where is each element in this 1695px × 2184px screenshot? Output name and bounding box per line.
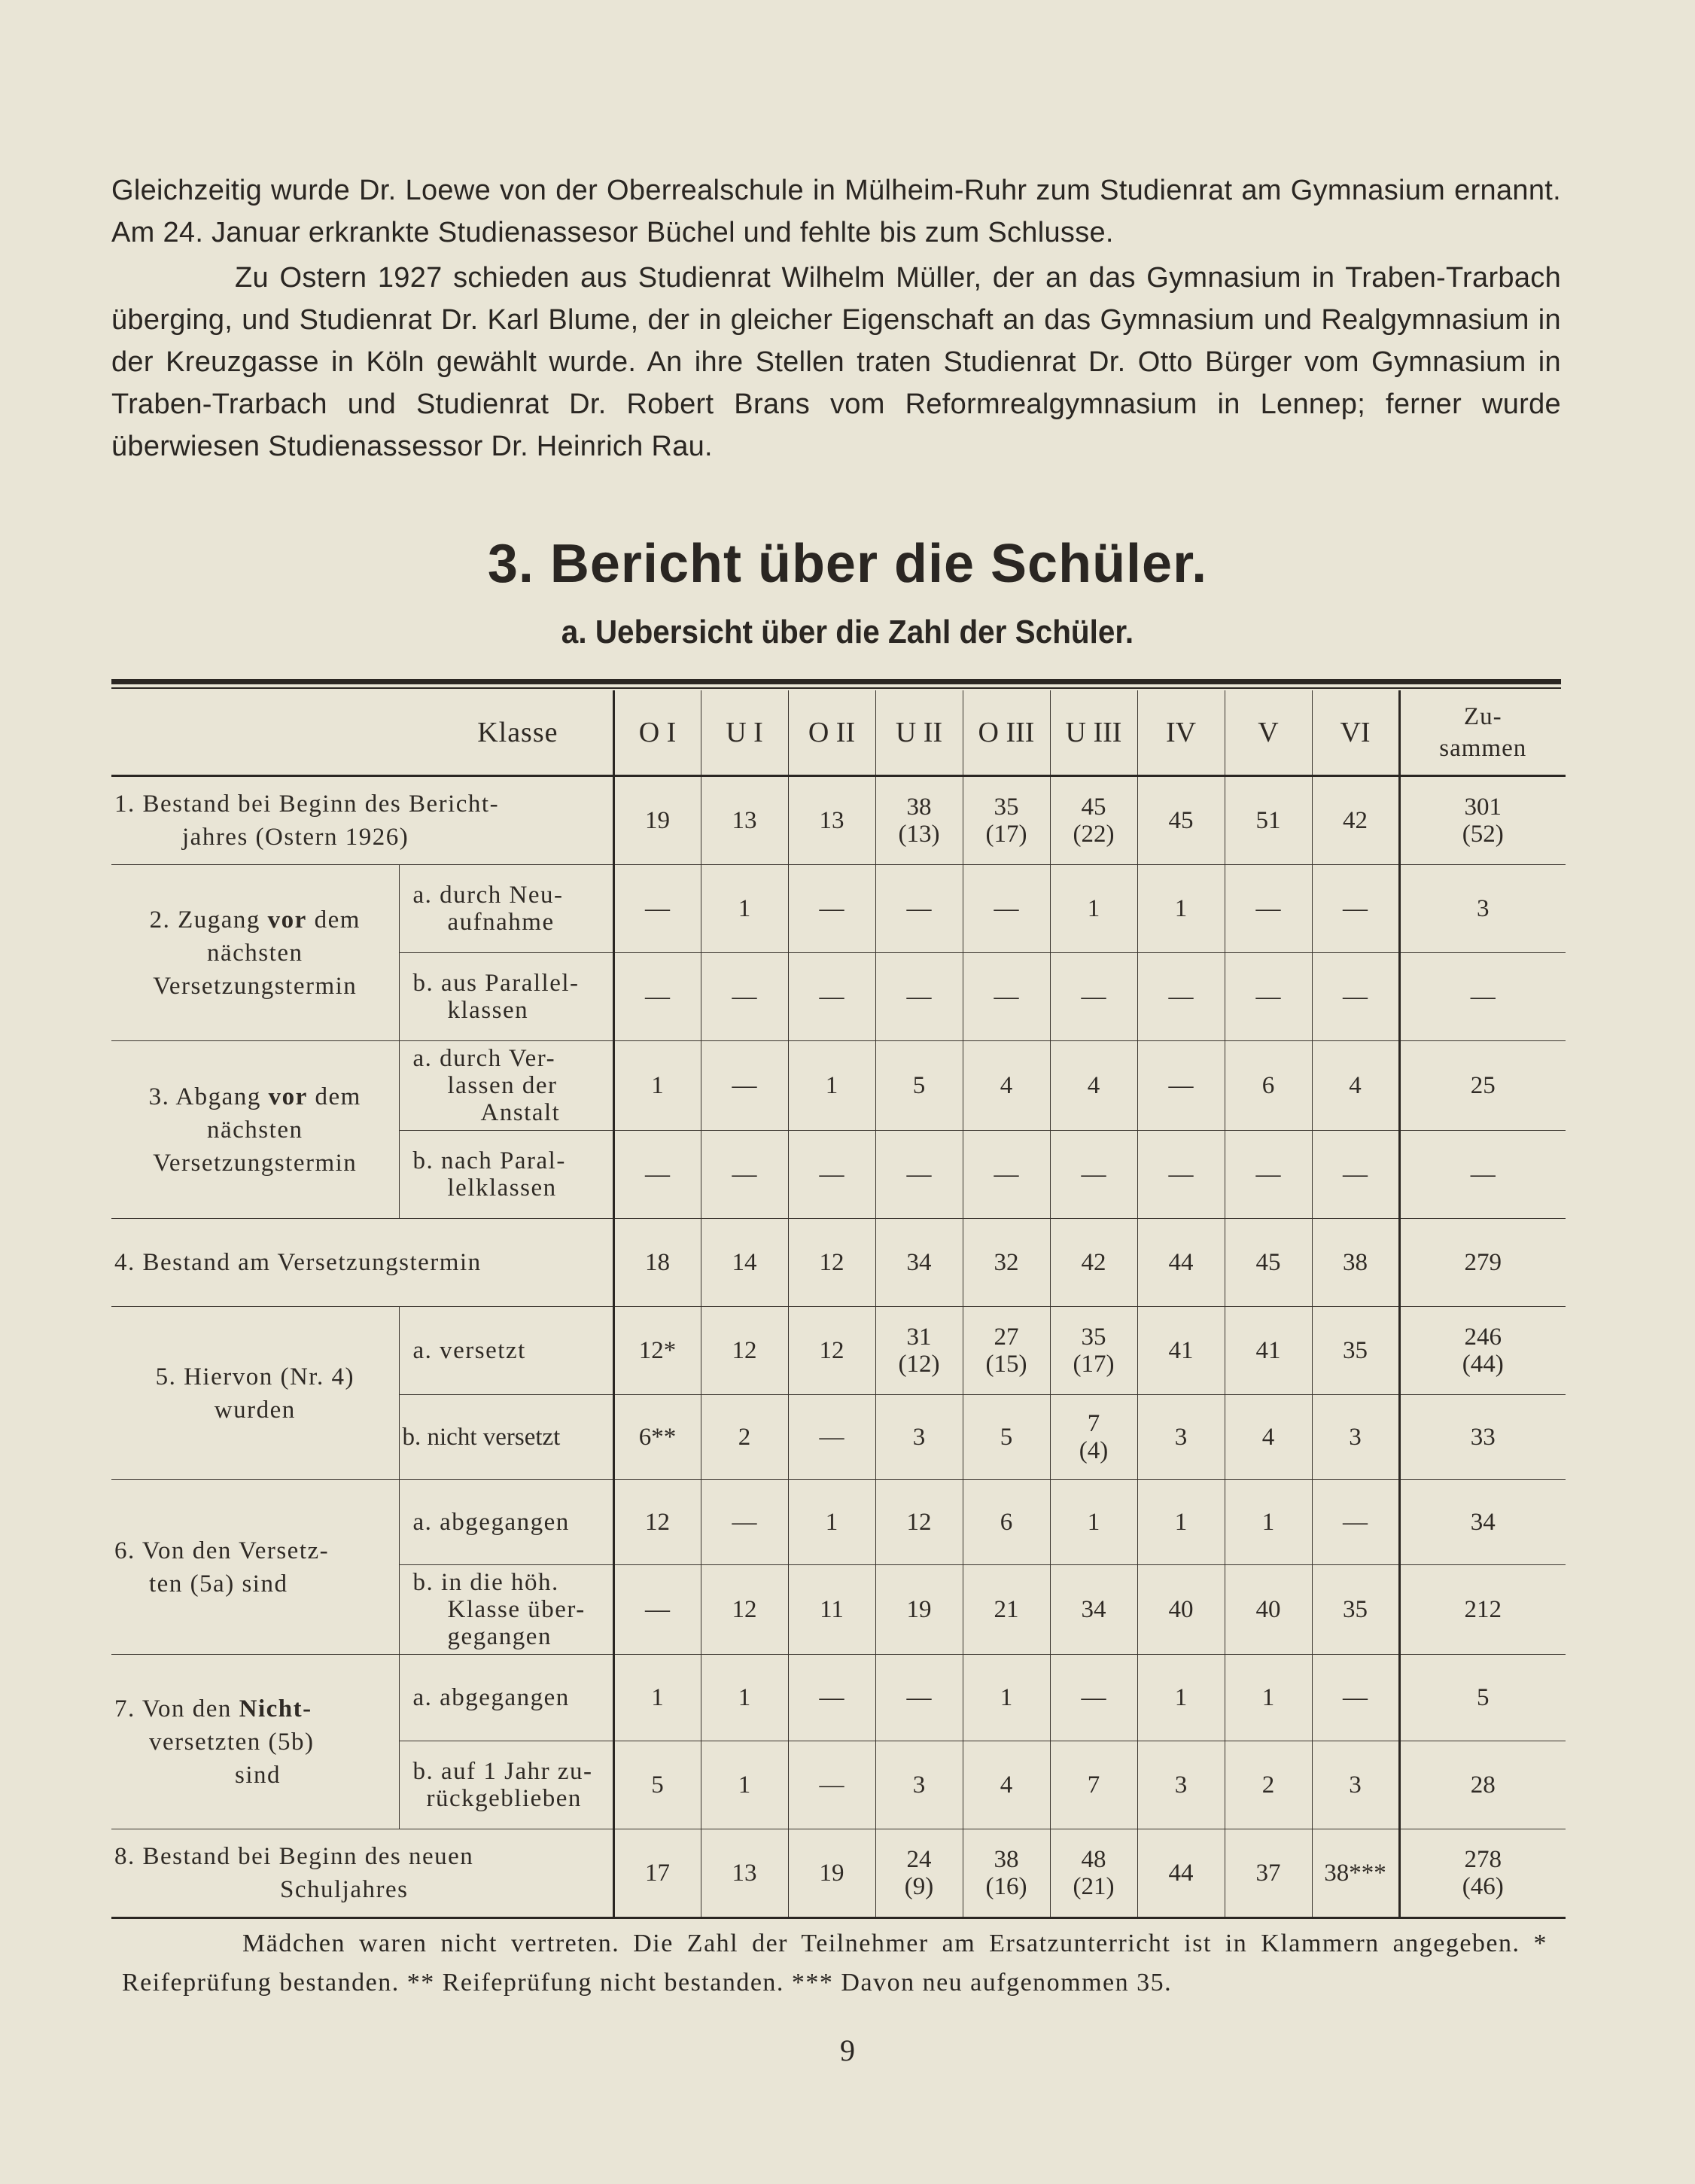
cell: — xyxy=(1050,1655,1137,1741)
header-col: O II xyxy=(788,690,875,776)
cell: 44 xyxy=(1137,1829,1225,1918)
header-col: U II xyxy=(875,690,963,776)
cell: 44 xyxy=(1137,1219,1225,1307)
cell: 4 xyxy=(1225,1395,1312,1480)
cell: 19 xyxy=(875,1565,963,1655)
row-label-text: 5. Hiervon (Nr. 4) xyxy=(155,1363,355,1391)
row-label-3 xyxy=(111,1041,399,1219)
cell: 45 xyxy=(1137,776,1225,865)
cell: — xyxy=(788,1131,875,1219)
cell: — xyxy=(613,865,701,953)
header-sum xyxy=(1399,690,1566,776)
sub-label: a. abgegangen xyxy=(399,1655,613,1741)
cell-sum: 278 (46) xyxy=(1399,1829,1566,1918)
page-number: 9 xyxy=(840,2033,855,2067)
cell: 13 xyxy=(701,1829,788,1918)
table-row xyxy=(111,1829,1566,1918)
cell: 38*** xyxy=(1312,1829,1399,1918)
cell: — xyxy=(1312,1480,1399,1565)
cell: 12 xyxy=(701,1307,788,1395)
cell: 1 xyxy=(788,1041,875,1131)
cell: 42 xyxy=(1050,1219,1137,1307)
cell: 17 xyxy=(613,1829,701,1918)
cell: — xyxy=(701,1480,788,1565)
table-row xyxy=(111,1480,1566,1565)
sub-label: b. nicht versetzt xyxy=(399,1395,613,1480)
cell-sum: 301 (52) xyxy=(1399,776,1566,865)
cell: 1 xyxy=(1137,1655,1225,1741)
cell: — xyxy=(1137,1041,1225,1131)
row-label-text: sind xyxy=(235,1761,281,1789)
cell: 37 xyxy=(1225,1829,1312,1918)
cell: — xyxy=(788,1741,875,1829)
cell: — xyxy=(1225,1131,1312,1219)
cell-sum: 25 xyxy=(1399,1041,1566,1131)
cell: 32 xyxy=(963,1219,1050,1307)
cell: — xyxy=(701,1131,788,1219)
cell: — xyxy=(1312,953,1399,1041)
cell: — xyxy=(1050,953,1137,1041)
cell: 3 xyxy=(1137,1741,1225,1829)
row-label-7 xyxy=(111,1655,399,1829)
header-col: O I xyxy=(613,690,701,776)
cell: — xyxy=(875,1655,963,1741)
header-sum-line2: sammen xyxy=(1439,735,1527,762)
cell: 4 xyxy=(1312,1041,1399,1131)
sub-label: a. durch Ver- lassen der Anstalt xyxy=(399,1041,613,1131)
cell: 42 xyxy=(1312,776,1399,865)
cell: 5 xyxy=(963,1395,1050,1480)
cell: 1 xyxy=(1050,1480,1137,1565)
cell: 5 xyxy=(613,1741,701,1829)
cell: 3 xyxy=(875,1395,963,1480)
cell: 40 xyxy=(1137,1565,1225,1655)
row-label-text: dem xyxy=(315,1083,361,1110)
header-col: U I xyxy=(701,690,788,776)
cell: 18 xyxy=(613,1219,701,1307)
cell: — xyxy=(613,1565,701,1655)
cell-sum: — xyxy=(1399,1131,1566,1219)
cell: 3 xyxy=(875,1741,963,1829)
cell: — xyxy=(1225,865,1312,953)
row-label-bold: vor xyxy=(267,906,307,934)
row-label-text: nächsten xyxy=(207,939,303,967)
pupil-statistics-table xyxy=(111,690,1566,1919)
cell: — xyxy=(701,1041,788,1131)
cell: 19 xyxy=(788,1829,875,1918)
cell: 40 xyxy=(1225,1565,1312,1655)
cell: 3 xyxy=(1312,1395,1399,1480)
sub-label: a. abgegangen xyxy=(399,1480,613,1565)
cell: 19 xyxy=(613,776,701,865)
cell: 41 xyxy=(1225,1307,1312,1395)
cell: 12 xyxy=(875,1480,963,1565)
row-label-text: 2. Zugang xyxy=(149,906,260,934)
cell: 2 xyxy=(701,1395,788,1480)
cell: 12 xyxy=(788,1219,875,1307)
cell: — xyxy=(1312,1655,1399,1741)
row-label-text: nächsten xyxy=(207,1116,303,1144)
cell-sum: 5 xyxy=(1399,1655,1566,1741)
row-label-text: Versetzungstermin xyxy=(153,1149,358,1177)
cell: 51 xyxy=(1225,776,1312,865)
cell: — xyxy=(1312,865,1399,953)
cell: 1 xyxy=(1225,1480,1312,1565)
cell: 48 (21) xyxy=(1050,1829,1137,1918)
row-label-line: 1. Bestand bei Beginn des Bericht- xyxy=(114,790,500,818)
row-label-2 xyxy=(111,865,399,1041)
row-label-text: versetzten (5b) xyxy=(149,1728,315,1756)
row-label-text: dem xyxy=(314,906,361,934)
cell: 1 xyxy=(1137,865,1225,953)
cell: 3 xyxy=(1137,1395,1225,1480)
cell: 45 (22) xyxy=(1050,776,1137,865)
table-row xyxy=(111,1041,1566,1131)
cell-sum: 246 (44) xyxy=(1399,1307,1566,1395)
header-col: VI xyxy=(1312,690,1399,776)
subsection-title: a. Uebersicht über die Zahl der Schüler. xyxy=(561,614,1134,650)
cell: 1 xyxy=(701,865,788,953)
section-title: 3. Bericht über die Schüler. xyxy=(487,534,1208,594)
cell: 45 xyxy=(1225,1219,1312,1307)
cell: 38 xyxy=(1312,1219,1399,1307)
row-label-8 xyxy=(111,1829,613,1918)
cell: 35 xyxy=(1312,1307,1399,1395)
cell: 1 xyxy=(613,1041,701,1131)
table-row xyxy=(111,1307,1566,1395)
table-row xyxy=(111,776,1566,865)
cell: 41 xyxy=(1137,1307,1225,1395)
table-row xyxy=(111,865,1566,953)
header-sum-line1: Zu- xyxy=(1463,703,1502,730)
cell: — xyxy=(788,1395,875,1480)
row-label-text: Versetzungstermin xyxy=(153,972,358,1000)
cell: — xyxy=(1137,1131,1225,1219)
sub-label: a. versetzt xyxy=(399,1307,613,1395)
cell: 4 xyxy=(963,1741,1050,1829)
cell: 14 xyxy=(701,1219,788,1307)
cell: 1 xyxy=(701,1655,788,1741)
cell-sum: — xyxy=(1399,953,1566,1041)
cell: 1 xyxy=(1225,1655,1312,1741)
cell: — xyxy=(788,953,875,1041)
row-label-line: jahres (Ostern 1926) xyxy=(182,824,409,851)
intro-paragraph-1: Gleichzeitig wurde Dr. Loewe von der Oberrealschule in Mülheim-Ruhr zum Studienrat am Gymnasium ernannt. Am 24. Januar erkrankte Studienassesor Büchel und fehlte bis zum Schlusse. xyxy=(111,175,1561,248)
cell: 24 (9) xyxy=(875,1829,963,1918)
cell: 4 xyxy=(1050,1041,1137,1131)
cell: — xyxy=(963,953,1050,1041)
cell: 38 (13) xyxy=(875,776,963,865)
cell: 1 xyxy=(963,1655,1050,1741)
cell: — xyxy=(875,865,963,953)
cell: 35 xyxy=(1312,1565,1399,1655)
footnote-text: Mädchen waren nicht vertreten. Die Zahl der Teilnehmer am Ersatzunterricht ist in Klammern angegeben. * Reifeprüfung bestanden. ** Reifeprüfung nicht bestanden. *** Davon neu aufgenommen 35. xyxy=(122,1930,1547,1997)
cell: 35 (17) xyxy=(963,776,1050,865)
row-label-4: 4. Bestand am Versetzungstermin xyxy=(111,1219,613,1307)
cell: — xyxy=(963,1131,1050,1219)
cell: 12 xyxy=(788,1307,875,1395)
cell-sum: 212 xyxy=(1399,1565,1566,1655)
intro-text xyxy=(111,169,1561,468)
cell: — xyxy=(963,865,1050,953)
cell-sum: 34 xyxy=(1399,1480,1566,1565)
cell: 6 xyxy=(963,1480,1050,1565)
cell: — xyxy=(701,953,788,1041)
cell: — xyxy=(788,1655,875,1741)
cell: 1 xyxy=(788,1480,875,1565)
cell: — xyxy=(1050,1131,1137,1219)
cell: 31 (12) xyxy=(875,1307,963,1395)
cell-sum: 33 xyxy=(1399,1395,1566,1480)
row-label-text: 8. Bestand bei Beginn des neuen xyxy=(114,1843,474,1870)
row-label-text: 7. Von den xyxy=(114,1695,232,1723)
cell: 2 xyxy=(1225,1741,1312,1829)
cell: 34 xyxy=(1050,1565,1137,1655)
row-label-text: 3. Abgang xyxy=(148,1083,261,1110)
intro-paragraph-2: Zu Ostern 1927 schieden aus Studienrat Wilhelm Müller, der an das Gymnasium in Traben-Trarbach überging, und Studienrat Dr. Karl Blume, der in gleicher Eigenschaft an das Gymnasium und Realgymnasium in der Kreuzgasse in Köln gewählt wurde. An ihre Stellen traten Studienrat Dr. Otto Bürger vom Gymnasium in Traben-Trarbach und Studienrat Dr. Robert Brans vom Reformrealgymnasium in Lennep; ferner wurde überwiesen Studienassessor Dr. Heinrich Rau. xyxy=(111,262,1561,462)
cell: 11 xyxy=(788,1565,875,1655)
cell-sum: 28 xyxy=(1399,1741,1566,1829)
sub-label: a. durch Neu- aufnahme xyxy=(399,865,613,953)
cell: — xyxy=(613,953,701,1041)
cell: 27 (15) xyxy=(963,1307,1050,1395)
cell: 1 xyxy=(1050,865,1137,953)
header-klasse: Klasse xyxy=(111,690,613,776)
cell: — xyxy=(788,865,875,953)
cell: 34 xyxy=(875,1219,963,1307)
cell: 1 xyxy=(701,1741,788,1829)
cell: — xyxy=(875,1131,963,1219)
cell: 13 xyxy=(701,776,788,865)
row-label-1 xyxy=(111,776,613,865)
header-col: IV xyxy=(1137,690,1225,776)
row-label-bold: vor xyxy=(268,1083,308,1110)
cell: — xyxy=(613,1131,701,1219)
row-label-text: wurden xyxy=(214,1396,296,1424)
cell: 4 xyxy=(963,1041,1050,1131)
cell: 3 xyxy=(1312,1741,1399,1829)
cell: 1 xyxy=(613,1655,701,1741)
cell: 5 xyxy=(875,1041,963,1131)
table-row xyxy=(111,1655,1566,1741)
row-label-bold: Nicht- xyxy=(239,1695,312,1723)
sub-label: b. nach Paral- lelklassen xyxy=(399,1131,613,1219)
sub-label: b. aus Parallel- klassen xyxy=(399,953,613,1041)
sub-label: b. auf 1 Jahr zu- rückgeblieben xyxy=(399,1741,613,1829)
header-col: V xyxy=(1225,690,1312,776)
cell: 7 xyxy=(1050,1741,1137,1829)
cell: 12* xyxy=(613,1307,701,1395)
cell: 21 xyxy=(963,1565,1050,1655)
table-top-rule-thin xyxy=(111,687,1561,689)
cell: 13 xyxy=(788,776,875,865)
row-label-5 xyxy=(111,1307,399,1480)
row-label-6 xyxy=(111,1480,399,1655)
row-label-text: ten (5a) sind xyxy=(149,1570,288,1598)
cell: 35 (17) xyxy=(1050,1307,1137,1395)
cell: — xyxy=(875,953,963,1041)
cell: — xyxy=(1312,1131,1399,1219)
table-top-rule xyxy=(111,679,1561,684)
row-label-text: 6. Von den Versetz- xyxy=(114,1537,330,1564)
cell: — xyxy=(1137,953,1225,1041)
header-col: U III xyxy=(1050,690,1137,776)
sub-label: b. in die höh. Klasse über- gegangen xyxy=(399,1565,613,1655)
row-label-text: Schuljahres xyxy=(280,1876,409,1903)
footnote xyxy=(122,1924,1547,2003)
cell: 38 (16) xyxy=(963,1829,1050,1918)
table-row xyxy=(111,1219,1566,1307)
cell: 7 (4) xyxy=(1050,1395,1137,1480)
cell: 12 xyxy=(701,1565,788,1655)
cell: 12 xyxy=(613,1480,701,1565)
cell-sum: 3 xyxy=(1399,865,1566,953)
cell: 1 xyxy=(1137,1480,1225,1565)
cell: 6 xyxy=(1225,1041,1312,1131)
header-col: O III xyxy=(963,690,1050,776)
cell: — xyxy=(1225,953,1312,1041)
table-header-row xyxy=(111,690,1566,776)
cell: 6** xyxy=(613,1395,701,1480)
cell-sum: 279 xyxy=(1399,1219,1566,1307)
